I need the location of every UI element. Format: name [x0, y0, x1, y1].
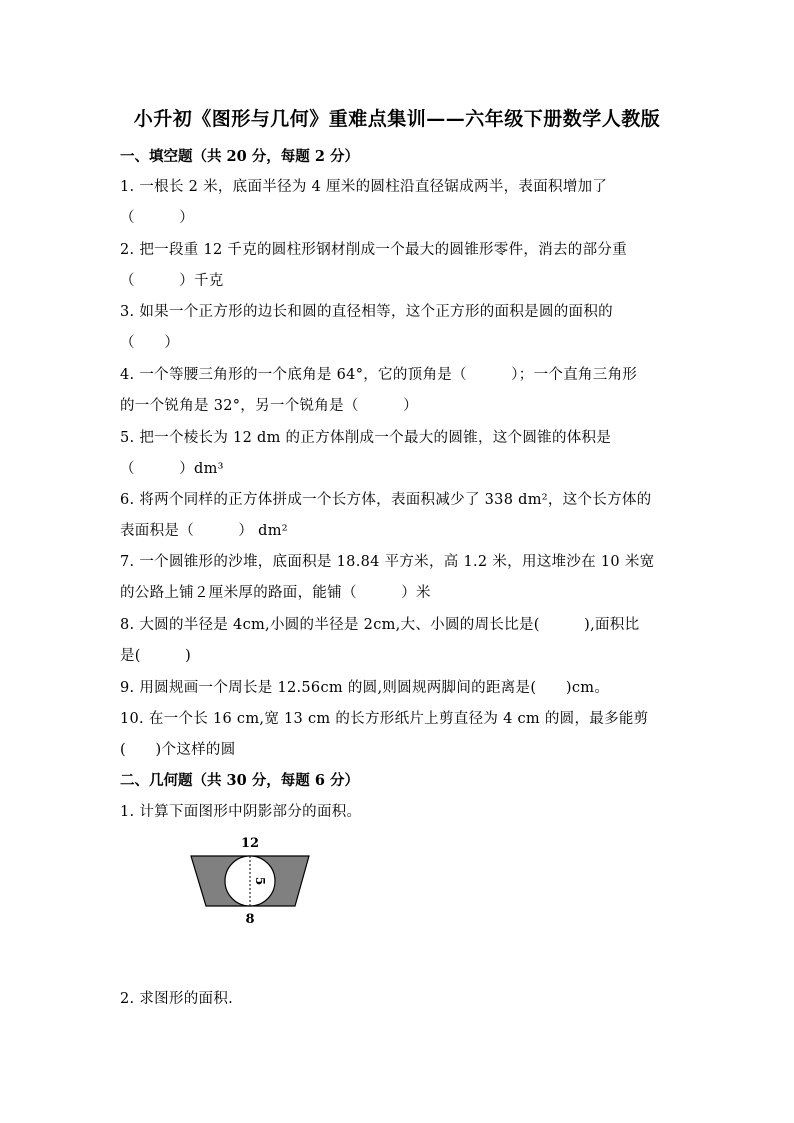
- question-line: （ ）: [120, 210, 194, 226]
- question-line: 是( ): [120, 648, 192, 664]
- question-line: 8. 大圆的半径是 4cm,小圆的半径是 2cm,大、小圆的周长比是( ),面积比: [120, 617, 640, 633]
- question-line: ( )个这样的圆: [120, 742, 236, 758]
- section-heading-geometry: 二、几何题（共 30 分，每题 6 分）: [120, 772, 359, 789]
- question-line: 10. 在一个长 16 cm,宽 13 cm 的长方形纸片上剪直径为 4 cm 的圆，最多能剪: [120, 711, 649, 727]
- question-line: 的一个锐角是 32°，另一个锐角是（ ）: [120, 398, 418, 414]
- question-line: 9. 用圆规画一个周长是 12.56cm 的圆,则圆规两脚间的距离是( )cm。: [120, 680, 610, 696]
- question-line: 5. 把一个棱长为 12 dm 的正方体削成一个最大的圆锥，这个圆锥的体积是: [120, 430, 612, 446]
- question-line: （ ）dm³: [120, 461, 224, 477]
- section-heading-fill-in: 一、填空题（共 20 分，每题 2 分）: [120, 148, 359, 165]
- question-line: （ ）千克: [120, 273, 224, 289]
- bottom-base-label: 8: [245, 912, 255, 927]
- top-base-label: 12: [240, 836, 260, 851]
- question-line: 2. 求图形的面积.: [120, 991, 234, 1007]
- question-line: 7. 一个圆锥形的沙堆，底面积是 18.84 平方米，高 1.2 米，用这堆沙在 10 米宽: [120, 554, 655, 570]
- diameter-label: 5: [253, 876, 267, 886]
- question-line: 的公路上铺２厘米厚的路面，能铺（ ）米: [120, 585, 431, 601]
- question-line: （ ）: [120, 335, 180, 351]
- trapezoid-circle-figure: [185, 828, 325, 928]
- question-line: 4. 一个等腰三角形的一个底角是 64°，它的顶角是（ ）；一个直角三角形: [120, 367, 638, 383]
- question-line: 表面积是（ ） dm²: [120, 523, 288, 539]
- question-line: 1. 一根长 2 米，底面半径为 4 厘米的圆柱沿直径锯成两半，表面积增加了: [120, 179, 608, 195]
- trapezoid-circle-diagram: [185, 828, 325, 928]
- question-line: 6. 将两个同样的正方体拼成一个长方体，表面积减少了 338 dm²，这个长方体的: [120, 492, 652, 508]
- question-line: 2. 把一段重 12 千克的圆柱形钢材削成一个最大的圆锥形零件，消去的部分重: [120, 242, 628, 258]
- question-line: 3. 如果一个正方形的边长和圆的直径相等，这个正方形的面积是圆的面积的: [120, 304, 613, 320]
- question-line: 1. 计算下面图形中阴影部分的面积。: [120, 804, 362, 820]
- page-title: 小升初《图形与几何》重难点集训——六年级下册数学人教版: [133, 108, 661, 130]
